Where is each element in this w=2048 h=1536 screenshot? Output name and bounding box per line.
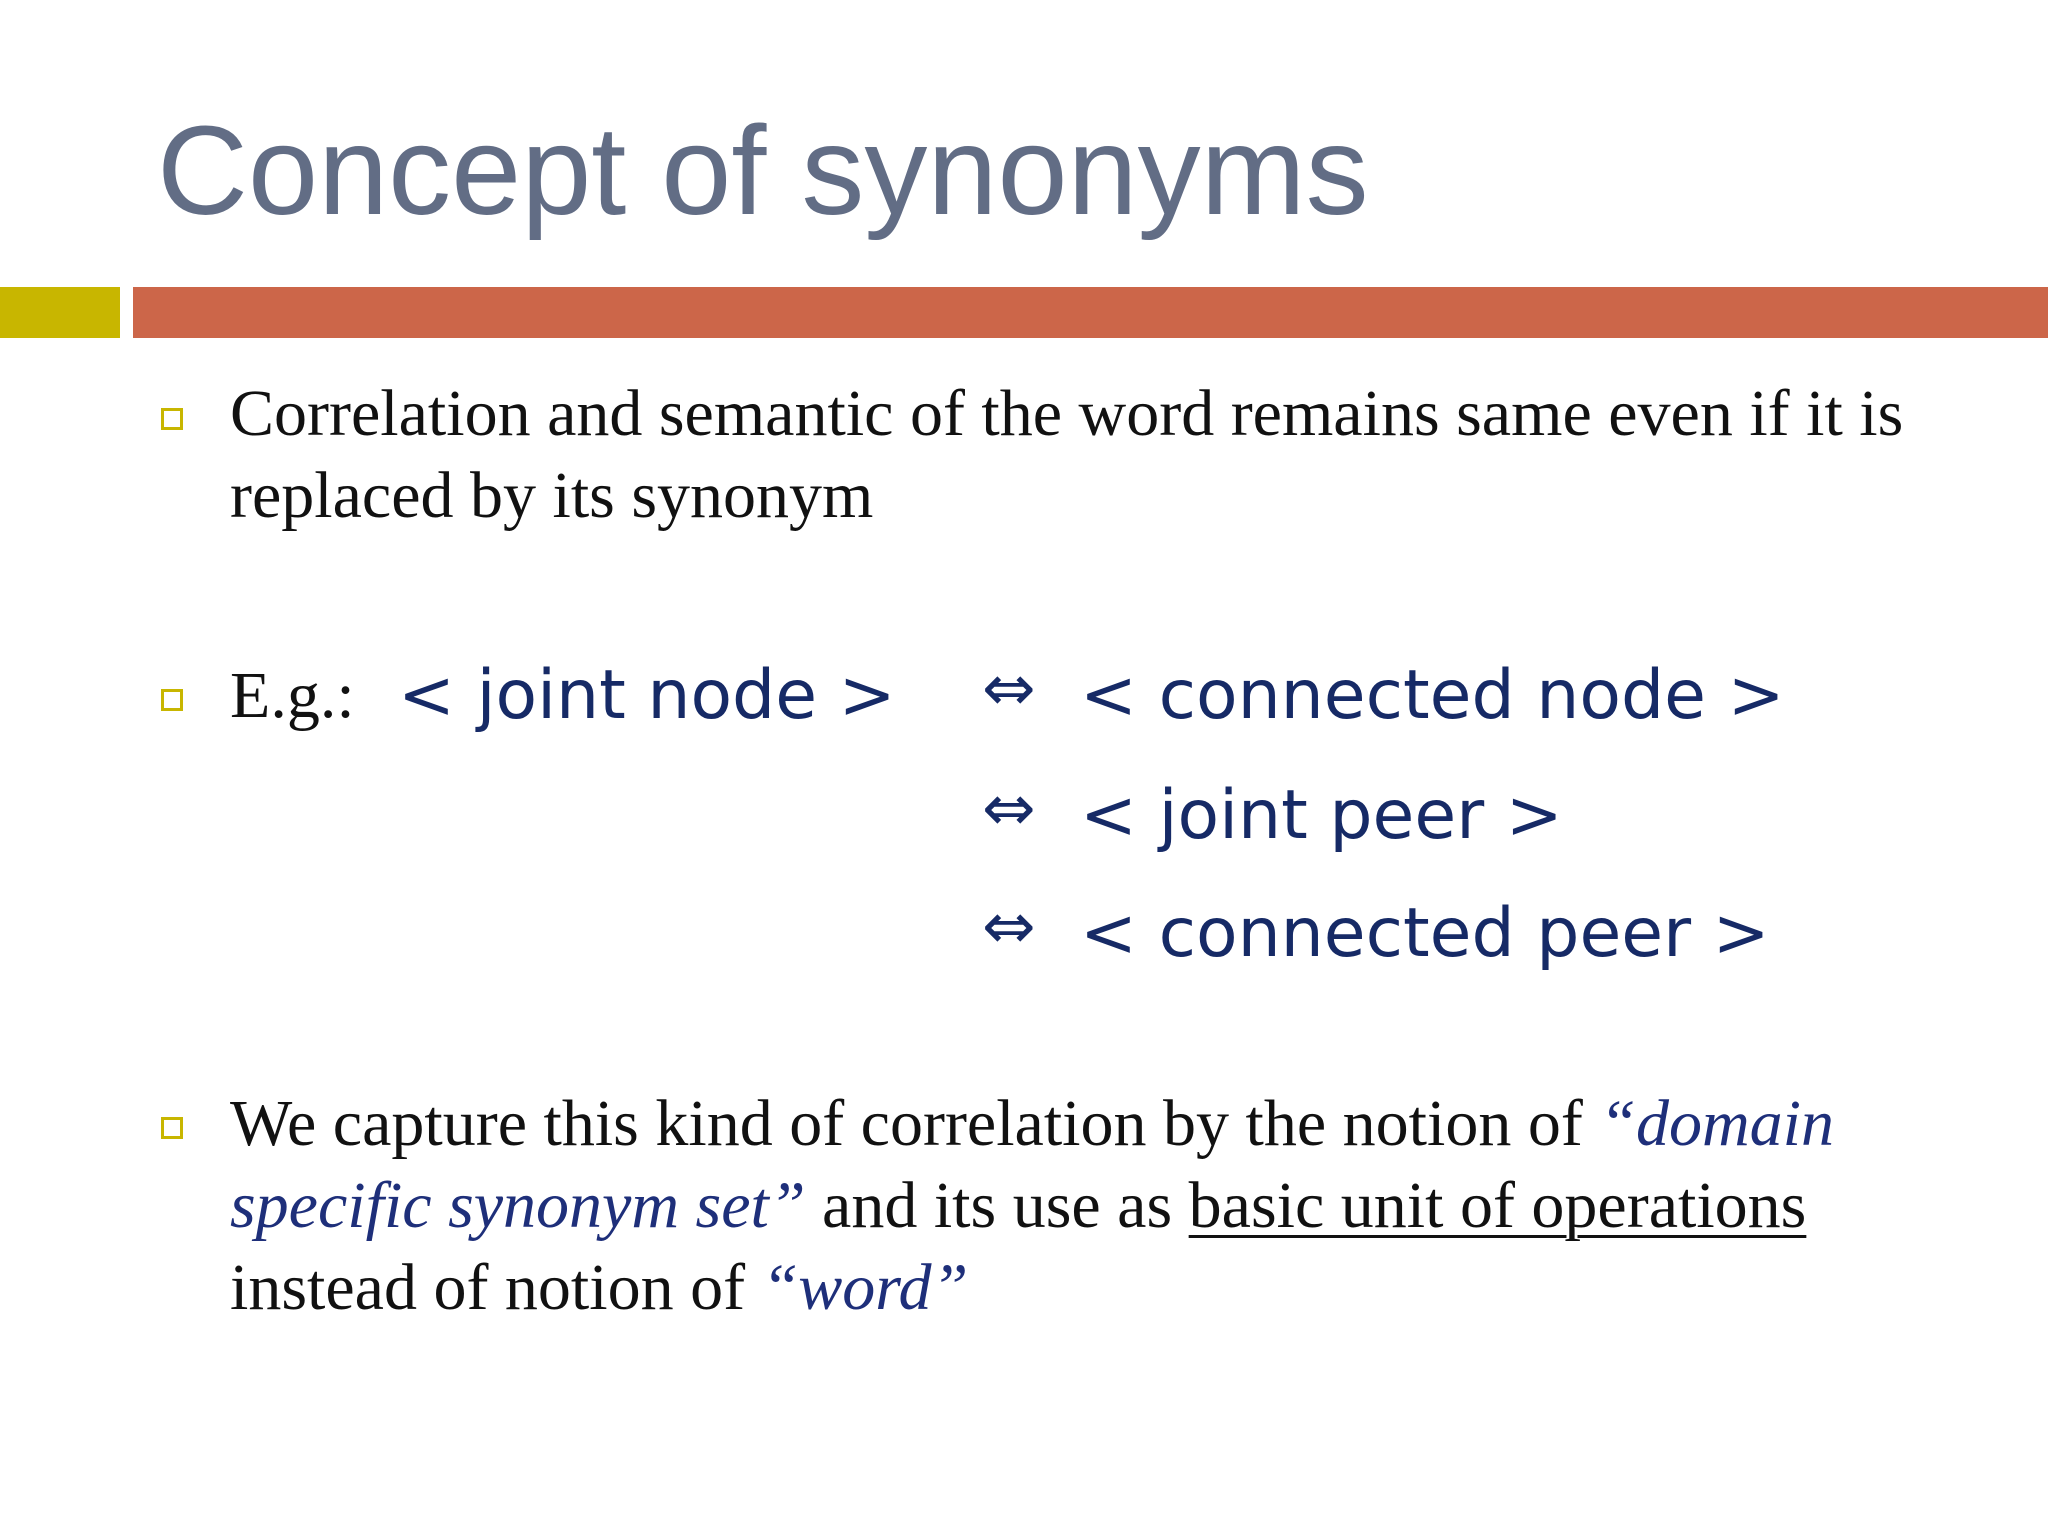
title-accent-yellow: [0, 287, 120, 338]
slide-title: Concept of synonyms: [157, 100, 1369, 241]
synonym-joint-peer: < joint peer >: [1080, 776, 1563, 855]
domain-specific-synonym-set-term: “domain specific synonym set”: [230, 1087, 1835, 1242]
title-accent-orange: [133, 287, 2048, 338]
bullet-domain-synonym-set: [230, 1083, 1920, 1329]
bullet-correlation: Correlation and semantic of the word remains same even if it is replaced by its synonym: [230, 377, 1904, 532]
bullet-square-icon: [161, 689, 183, 711]
double-arrow-icon: ⇔: [982, 652, 1036, 726]
example-source-term: < joint node >: [398, 656, 896, 735]
bullet-square-icon: [161, 408, 183, 430]
double-arrow-icon: ⇔: [982, 890, 1036, 964]
basic-unit-of-operations-term: basic unit of operations: [1188, 1169, 1807, 1242]
word-term: “word”: [761, 1251, 969, 1324]
synonym-connected-node: < connected node >: [1080, 656, 1785, 735]
bullet-text-part: and its use as: [805, 1169, 1189, 1242]
bullet-square-icon: [161, 1117, 183, 1139]
synonym-connected-peer: < connected peer >: [1080, 894, 1770, 973]
double-arrow-icon: ⇔: [982, 772, 1036, 846]
bullet-text-part: instead of notion of: [230, 1251, 762, 1324]
example-label: E.g.:: [230, 659, 355, 732]
bullet-text-part: We capture this kind of correlation by the notion of: [230, 1087, 1600, 1160]
